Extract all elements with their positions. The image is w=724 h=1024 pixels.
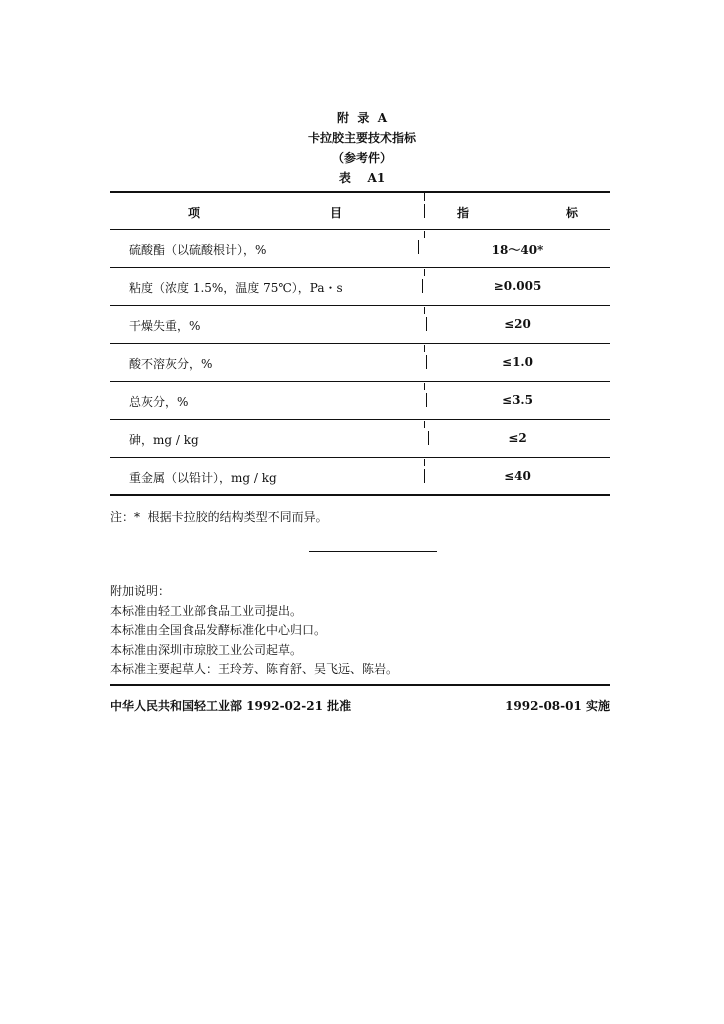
- table-row-rule: [110, 305, 610, 306]
- table-top-rule: [110, 191, 610, 193]
- column-divider: [424, 421, 425, 428]
- row-value: ≤20: [504, 317, 531, 331]
- row-value: ≥0.005: [493, 279, 542, 293]
- table-note: 注：* 根据卡拉胶的结构类型不同而异。: [110, 510, 328, 524]
- row-item: 干燥失重，%: [129, 319, 201, 333]
- row-item: 重金属（以铅计），mg / kg: [129, 471, 277, 485]
- row-value: 18～40*: [491, 243, 544, 257]
- appendix-title: 卡拉胶主要技术指标: [307, 131, 416, 145]
- column-divider: [424, 459, 425, 466]
- column-divider: [424, 204, 425, 218]
- column-divider: [424, 193, 425, 201]
- row-item: 硫酸酯（以硫酸根计），%: [129, 243, 267, 257]
- approval-statement: 中华人民共和国轻工业部 1992-02-21 批准: [110, 699, 352, 713]
- row-value: ≤2: [508, 431, 527, 445]
- header-item-left: 项: [188, 206, 201, 220]
- table-header-rule: [110, 229, 610, 230]
- table-label: 表 A1: [338, 171, 386, 185]
- table-row-rule: [110, 267, 610, 268]
- row-value: ≤3.5: [502, 393, 533, 407]
- additional-line: 本标准由轻工业部食品工业司提出。: [110, 603, 303, 618]
- header-item-right: 目: [330, 206, 343, 220]
- row-value: ≤40: [504, 469, 531, 483]
- appendix-label: 附 录 A: [336, 111, 388, 125]
- column-divider: [424, 383, 425, 390]
- table-bottom-rule: [110, 494, 610, 496]
- footer-rule: [110, 684, 610, 686]
- implementation-date: 1992-08-01 实施: [505, 699, 610, 713]
- section-separator: [309, 551, 437, 552]
- header-index-right: 标: [566, 206, 579, 220]
- column-divider: [418, 240, 419, 254]
- column-divider: [424, 307, 425, 314]
- column-divider: [424, 269, 425, 276]
- row-item: 粘度（浓度 1.5%，温度 75℃），Pa・s: [129, 281, 343, 295]
- column-divider: [424, 231, 425, 238]
- row-item: 砷，mg / kg: [129, 433, 199, 447]
- table-row-rule: [110, 343, 610, 344]
- table-row-rule: [110, 419, 610, 420]
- row-item: 总灰分，%: [129, 395, 189, 409]
- header-index-left: 指: [457, 206, 470, 220]
- table-row-rule: [110, 381, 610, 382]
- column-divider: [424, 345, 425, 352]
- additional-line: 本标准由深圳市琼胶工业公司起草。: [110, 642, 303, 657]
- row-value: ≤1.0: [502, 355, 533, 369]
- additional-heading: 附加说明：: [110, 584, 171, 598]
- table-row-rule: [110, 457, 610, 458]
- additional-line: 本标准主要起草人：王玲芳、陈育舒、吴飞远、陈岩。: [110, 662, 399, 676]
- additional-notes: [110, 582, 398, 680]
- column-divider: [422, 279, 423, 293]
- document-heading: [0, 108, 724, 188]
- additional-line: 本标准由全国食品发酵标准化中心归口。: [110, 623, 327, 637]
- row-item: 酸不溶灰分，%: [129, 357, 213, 371]
- appendix-subtitle: （参考件）: [331, 151, 392, 165]
